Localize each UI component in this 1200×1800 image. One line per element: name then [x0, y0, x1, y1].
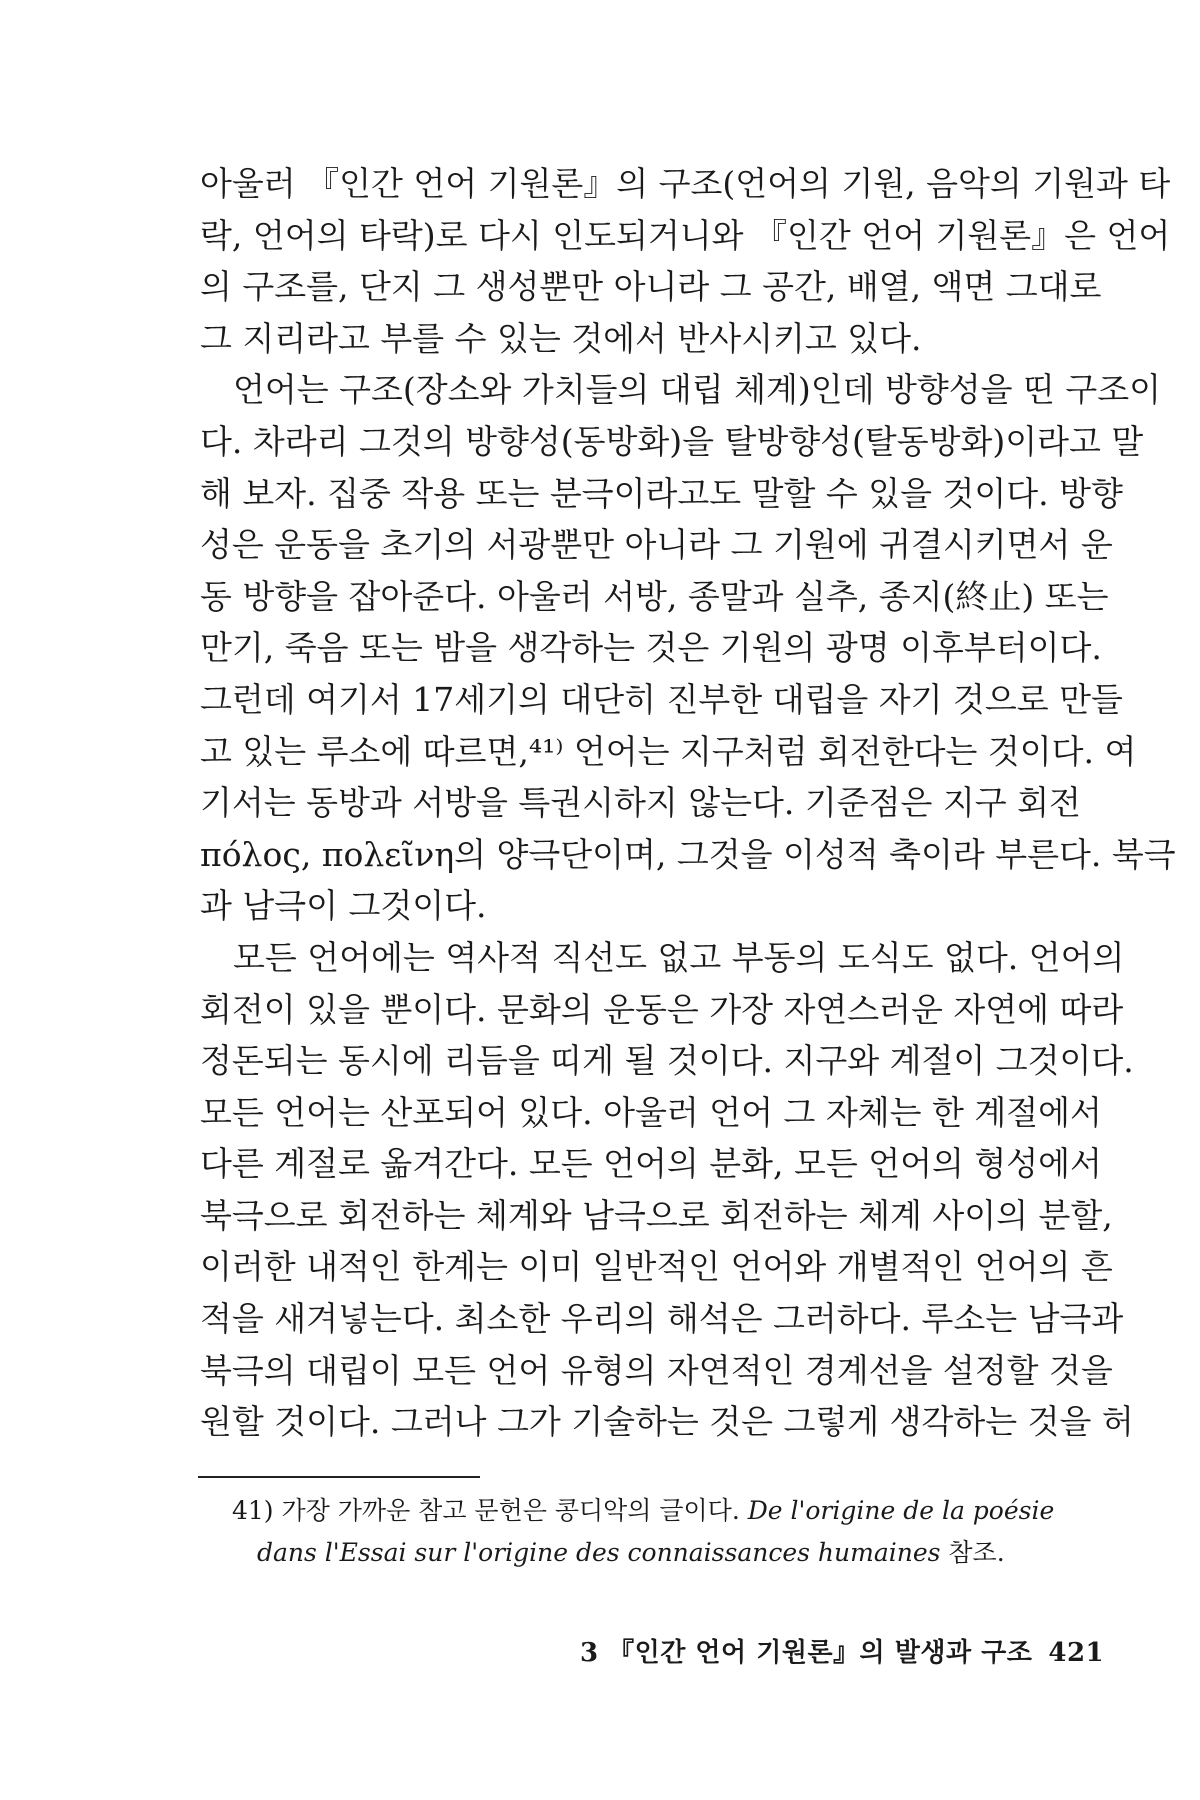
footnote-cited-title: dans l'Essai sur l'origine des connaissances humaines — [257, 1538, 941, 1567]
text-line: 모든 언어에는 역사적 직선도 없고 부동의 도식도 없다. 언어의 — [233, 937, 1125, 977]
footnote-number: 41) — [232, 1496, 274, 1525]
text-line: 아울러 『인간 언어 기원론』의 구조(언어의 기원, 음악의 기원과 타 — [200, 164, 1171, 203]
text-line: 언어는 구조(장소와 가치들의 대립 체계)인데 방향성을 띤 구조이 — [233, 370, 1162, 410]
paragraph-3 — [200, 932, 1134, 1448]
paragraph-2 — [200, 364, 1176, 932]
text-line: 정돈되는 동시에 리듬을 띠게 될 것이다. 지구와 계절이 그것이다. — [200, 1041, 1134, 1081]
running-footer — [580, 1632, 1105, 1669]
text-line: 기서는 동방과 서방을 특권시하지 않는다. 기준점은 지구 회전 — [200, 783, 1081, 823]
footnote-cited-title: De l'origine de la poésie — [747, 1496, 1055, 1525]
text-line: 다. 차라리 그것의 방향성(동방화)을 탈방향성(탈동방화)이라고 말 — [200, 421, 1144, 461]
page-number: 421 — [1048, 1638, 1105, 1668]
paragraph-1 — [200, 158, 1171, 364]
text-line: 회전이 있을 뿐이다. 문화의 운동은 가장 자연스러운 자연에 따라 — [200, 989, 1124, 1029]
text-line: 락, 언어의 타락)로 다시 인도되거니와 『인간 언어 기원론』은 언어 — [200, 215, 1171, 255]
text-line: 만기, 죽음 또는 밤을 생각하는 것은 기원의 광명 이후부터이다. — [200, 628, 1102, 668]
text-line: 적을 새겨넣는다. 최소한 우리의 해석은 그러하다. 루소는 남극과 — [200, 1299, 1124, 1339]
footnote-line — [232, 1490, 1055, 1532]
footnote-divider — [198, 1476, 480, 1478]
text-line: 동 방향을 잡아준다. 아울러 서방, 종말과 실추, 종지(終止) 또는 — [200, 576, 1109, 616]
text-line: 그런데 여기서 17세기의 대단히 진부한 대립을 자기 것으로 만들 — [200, 679, 1123, 719]
text-line: 성은 운동을 초기의 서광뿐만 아니라 그 기원에 귀결시키면서 운 — [200, 525, 1113, 565]
text-line: 이러한 내적인 한계는 이미 일반적인 언어와 개별적인 언어의 흔 — [200, 1247, 1113, 1287]
footnote-text: 가장 가까운 참고 문헌은 콩디악의 글이다. — [281, 1496, 740, 1525]
text-line: 북극의 대립이 모든 언어 유형의 자연적인 경계선을 설정할 것을 — [200, 1350, 1113, 1390]
text-line: 다른 계절로 옮겨간다. 모든 언어의 분화, 모든 언어의 형성에서 — [200, 1144, 1102, 1184]
text-line: 고 있는 루소에 따르면,⁴¹⁾ 언어는 지구처럼 회전한다는 것이다. 여 — [200, 731, 1137, 771]
text-line: 모든 언어는 산포되어 있다. 아울러 언어 그 자체는 한 계절에서 — [200, 1092, 1102, 1132]
footnote-text: 참조. — [948, 1538, 1005, 1567]
text-line: πόλος, πολεῖνη의 양극단이며, 그것을 이성적 축이라 부른다. 북극 — [200, 834, 1176, 874]
footnote-41 — [232, 1490, 1055, 1574]
text-line: 그 지리라고 부를 수 있는 것에서 반사시키고 있다. — [200, 318, 922, 358]
text-line: 과 남극이 그것이다. — [200, 886, 487, 926]
text-line: 원할 것이다. 그러나 그가 기술하는 것은 그렇게 생각하는 것을 허 — [200, 1402, 1134, 1442]
chapter-running-head: 3 『인간 언어 기원론』의 발생과 구조 — [580, 1638, 1033, 1668]
text-line: 의 구조를, 단지 그 생성뿐만 아니라 그 공간, 배열, 액면 그대로 — [200, 267, 1102, 307]
main-text — [200, 158, 1176, 1448]
text-line: 해 보자. 집중 작용 또는 분극이라고도 말할 수 있을 것이다. 방향 — [200, 473, 1123, 513]
text-line: 북극으로 회전하는 체계와 남극으로 회전하는 체계 사이의 분할, — [200, 1195, 1113, 1235]
footnote-line — [232, 1532, 1047, 1574]
